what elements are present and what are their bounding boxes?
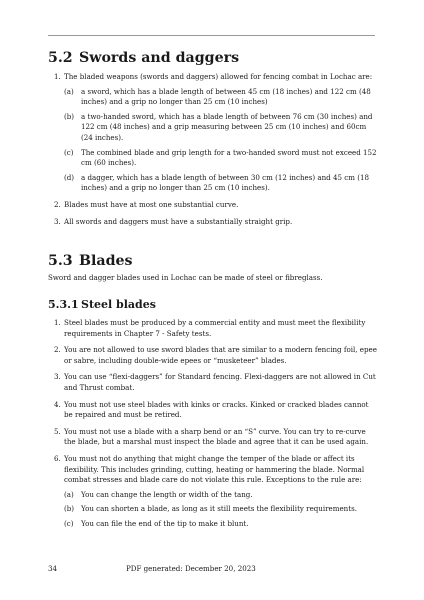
list-item bbox=[48, 200, 378, 211]
generated-date: PDF generated: December 20, 2023 bbox=[126, 564, 256, 573]
list-marker: 2. bbox=[54, 345, 61, 355]
subsection-heading-5-3-1 bbox=[48, 298, 156, 311]
list-marker: 6. bbox=[54, 453, 61, 463]
sublist-item bbox=[64, 504, 378, 515]
list-item bbox=[48, 345, 378, 366]
list-item-text: Steel blades must be produced by a commercial entity and must meet the flexibility requirements in Chapter 7 - Safety tests. bbox=[64, 318, 366, 338]
list-item-text: You must not use a blade with a sharp bend or an “S” curve. You can try to re-curve the blade, but a marshal must inspect the blade and agree that it can be used again. bbox=[64, 426, 369, 447]
section-number: 5.3 bbox=[48, 253, 73, 269]
header-rule bbox=[48, 35, 375, 36]
page-number: 34 bbox=[48, 564, 58, 573]
section-heading-5-2 bbox=[48, 50, 239, 66]
list-marker: 3. bbox=[54, 216, 61, 226]
sublist-marker: (d) bbox=[64, 172, 75, 182]
list-item-text: You must not use steel blades with kinks or cracks. Kinked or cracked blades cannot be repaired and must be retired. bbox=[64, 399, 369, 420]
list-marker: 1. bbox=[54, 318, 61, 327]
sublist-item-text: a two-handed sword, which has a blade length of between 76 cm (30 inches) and 122 cm (48 inches) and a grip measuring between 25 cm (10 inches) and 60cm (24 inches). bbox=[81, 111, 373, 142]
sublist-marker: (a) bbox=[64, 86, 74, 96]
sublist-marker: (b) bbox=[64, 504, 75, 514]
sublist-item-text: The combined blade and grip length for a two-handed sword must not exceed 152 cm (60 inches). bbox=[81, 147, 377, 168]
list-item-text: You can use “flexi-daggers” for Standard fencing. Flexi-daggers are not allowed in Cut and Thrust combat. bbox=[64, 372, 376, 392]
sublist-item bbox=[64, 112, 378, 144]
list-marker: 2. bbox=[54, 199, 61, 209]
sublist-item bbox=[64, 490, 378, 501]
section-title: Blades bbox=[79, 253, 133, 269]
sublist-item-text: You can file the end of the tip to make it blunt. bbox=[81, 518, 249, 528]
sublist-marker: (a) bbox=[64, 489, 74, 499]
list-item-text: All swords and daggers must have a substantially straight grip. bbox=[64, 216, 293, 226]
sublist-item-text: a sword, which has a blade length of between 45 cm (18 inches) and 122 cm (48 inches) and a grip no longer than 25 cm (10 inches) bbox=[81, 86, 371, 107]
list-item-text: You are not allowed to use sword blades that are similar to a modern fencing foil, epee or sabre, including double-wide epees or “musketeer” blades. bbox=[64, 345, 377, 365]
list-item bbox=[48, 454, 378, 530]
sublist-marker: (b) bbox=[64, 111, 75, 121]
swords-list bbox=[48, 72, 378, 233]
sublist bbox=[64, 87, 378, 194]
list-marker: 3. bbox=[54, 372, 61, 382]
section-title: Swords and daggers bbox=[79, 50, 240, 66]
list-item-text: You must not do anything that might change the temper of the blade or affect its flexibility. This includes grinding, cutting, heating or hammering the blade. Normal combat stresses and blade care do not violate this rule. Exceptions to the rule are: bbox=[64, 453, 365, 485]
list-item bbox=[48, 427, 378, 448]
sublist-marker: (c) bbox=[64, 147, 74, 157]
section-intro: Sword and dagger blades used in Lochac can be made of steel or fibreglass. bbox=[48, 273, 323, 282]
list-marker: 4. bbox=[54, 399, 61, 409]
list-marker: 1. bbox=[54, 72, 61, 81]
list-item bbox=[48, 217, 378, 228]
sublist-item-text: a dagger, which has a blade length of between 30 cm (12 inches) and 45 cm (18 inches) and a grip no longer than 25 cm (10 inches). bbox=[81, 172, 370, 193]
list-marker: 5. bbox=[54, 426, 61, 436]
sublist-item bbox=[64, 519, 378, 530]
list-item bbox=[48, 318, 378, 339]
steel-blades-list bbox=[48, 318, 378, 536]
sublist bbox=[64, 490, 378, 530]
sublist-item-text: You can shorten a blade, as long as it still meets the flexibility requirements. bbox=[81, 504, 357, 514]
sublist-marker: (c) bbox=[64, 518, 74, 528]
section-number: 5.2 bbox=[48, 50, 73, 66]
list-item bbox=[48, 372, 378, 393]
sublist-item-text: You can change the length or width of the tang. bbox=[81, 489, 253, 499]
list-item-text: Blades must have at most one substantial curve. bbox=[64, 199, 239, 209]
sublist-item bbox=[64, 87, 378, 108]
list-item-text: The bladed weapons (swords and daggers) allowed for fencing combat in Lochac are: bbox=[64, 72, 373, 81]
sublist-item bbox=[64, 173, 378, 194]
list-item bbox=[48, 400, 378, 421]
list-item bbox=[48, 72, 378, 194]
section-heading-5-3 bbox=[48, 253, 133, 269]
subsection-number: 5.3.1 bbox=[48, 298, 79, 311]
sublist-item bbox=[64, 148, 378, 169]
subsection-title: Steel blades bbox=[81, 298, 156, 311]
